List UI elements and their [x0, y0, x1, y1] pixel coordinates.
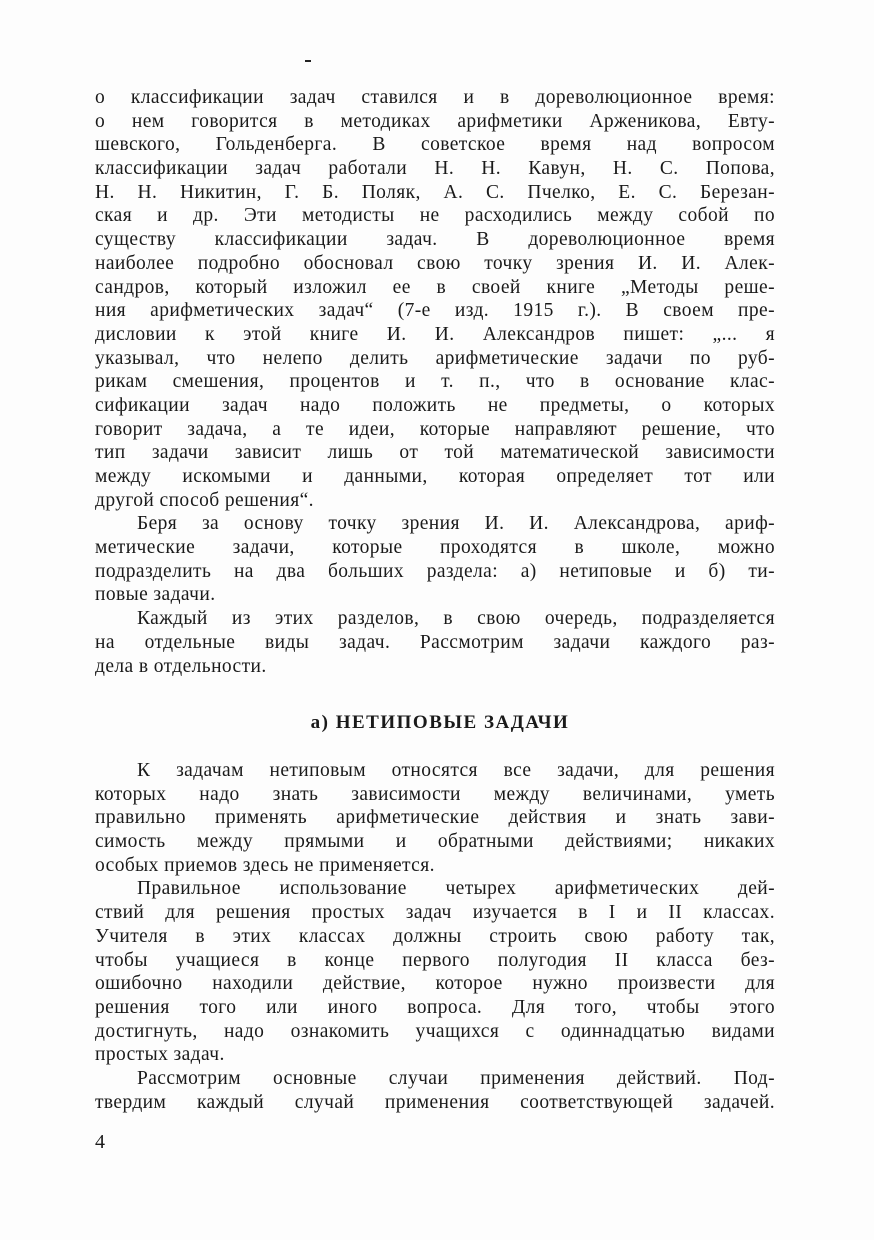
text-line: достигнуть, надо ознакомить учащихся с одиннадцатью видами: [95, 1020, 775, 1042]
text-line: Н. Н. Никитин, Г. Б. Поляк, А. С. Пчелко, Е. С. Березан-: [95, 181, 775, 203]
text-line: Рассмотрим основные случаи применения действий. Под-: [137, 1067, 775, 1089]
text-line: повые задачи.: [95, 584, 216, 606]
text-line: ствий для решения простых задач изучается в I и II классах.: [95, 902, 775, 924]
text-line: правильно применять арифметические действия и знать зави-: [95, 807, 775, 829]
text-line: о нем говорится в методиках арифметики Арженикова, Евту-: [95, 110, 775, 132]
text-line: существу классификации задач. В дореволюционное время: [95, 229, 775, 251]
text-line: ошибочно находили действие, которое нужно произвести для: [95, 973, 775, 995]
text-line: шевского, Гольденберга. В советское время над вопросом: [95, 134, 775, 156]
paragraph-four-operations: [95, 877, 775, 1067]
text-line: ская и др. Эти методисты не расходились между собой по: [95, 205, 775, 227]
section-heading: а) НЕТИПОВЫЕ ЗАДАЧИ: [310, 712, 570, 733]
text-line: Беря за основу точку зрения И. И. Александрова, ариф-: [137, 513, 775, 535]
paragraph-subdivision: [95, 607, 775, 678]
page-number: 4: [95, 1131, 105, 1153]
text-line: тип задачи зависит лишь от той математической зависимости: [95, 442, 775, 464]
text-line: сандров, который изложил ее в своей книге „Методы реше-: [95, 276, 775, 298]
text-line: К задачам нетиповым относятся все задачи, для решения: [137, 760, 775, 781]
text-line: между искомыми и данными, которая определяет тот или: [95, 466, 775, 487]
text-line: симость между прямыми и обратными действиями; никаких: [95, 831, 775, 853]
text-line: Каждый из этих разделов, в свою очередь, подразделяется: [137, 608, 775, 630]
text-line: дела в отдельности.: [95, 655, 267, 677]
paragraph-classification-history: [95, 86, 775, 512]
text-line: решения того или иного вопроса. Для того, чтобы этого: [95, 996, 775, 1018]
text-line: подразделить на два больших раздела: а) нетиповые и б) ти-: [95, 560, 775, 582]
text-line: классификации задач работали Н. Н. Кавун, Н. С. Попова,: [95, 158, 775, 180]
text-line: другой способ решения“.: [95, 489, 314, 511]
text-line: которых надо знать зависимости между величинами, уметь: [95, 783, 775, 805]
text-line: указывал, что нелепо делить арифметические задачи по руб-: [95, 347, 775, 369]
text-line: твердим каждый случай применения соответствующей задачей.: [95, 1091, 775, 1113]
text-line: наиболее подробно обосновал свою точку зрения И. И. Алек-: [95, 252, 775, 274]
text-line: на отдельные виды задач. Рассмотрим задачи каждого раз-: [95, 631, 775, 653]
text-line: простых задач.: [95, 1044, 225, 1066]
paragraph-nontypical-definition: [95, 759, 775, 877]
paragraph-two-sections: [95, 512, 775, 607]
text-line: Правильное использование четырех арифметических дей-: [137, 878, 775, 900]
text-line: чтобы учащиеся в конце первого полугодия II класса без-: [95, 949, 775, 971]
text-line: особых приемов здесь не применяется.: [95, 854, 435, 876]
text-line: ния арифметических задач“ (7-е изд. 1915 г.). В своем пре-: [95, 300, 775, 322]
text-line: о классификации задач ставился и в дореволюционное время:: [95, 87, 775, 108]
text-line: дисловии к этой книге И. И. Александров пишет: „... я: [95, 323, 775, 345]
text-line: Учителя в этих классах должны строить свою работу так,: [95, 925, 775, 947]
top-dash-mark: [305, 60, 311, 62]
text-line: рикам смешения, процентов и т. п., что в основание клас-: [95, 371, 775, 393]
text-line: метические задачи, которые проходятся в школе, можно: [95, 537, 775, 559]
text-line: говорит задача, а те идеи, которые направляют решение, что: [95, 418, 775, 440]
upper-text-block: [95, 86, 775, 678]
text-line: сификации задач надо положить не предметы, о которых: [95, 394, 775, 416]
lower-text-block: [95, 759, 775, 1114]
paragraph-main-cases: [95, 1067, 775, 1114]
